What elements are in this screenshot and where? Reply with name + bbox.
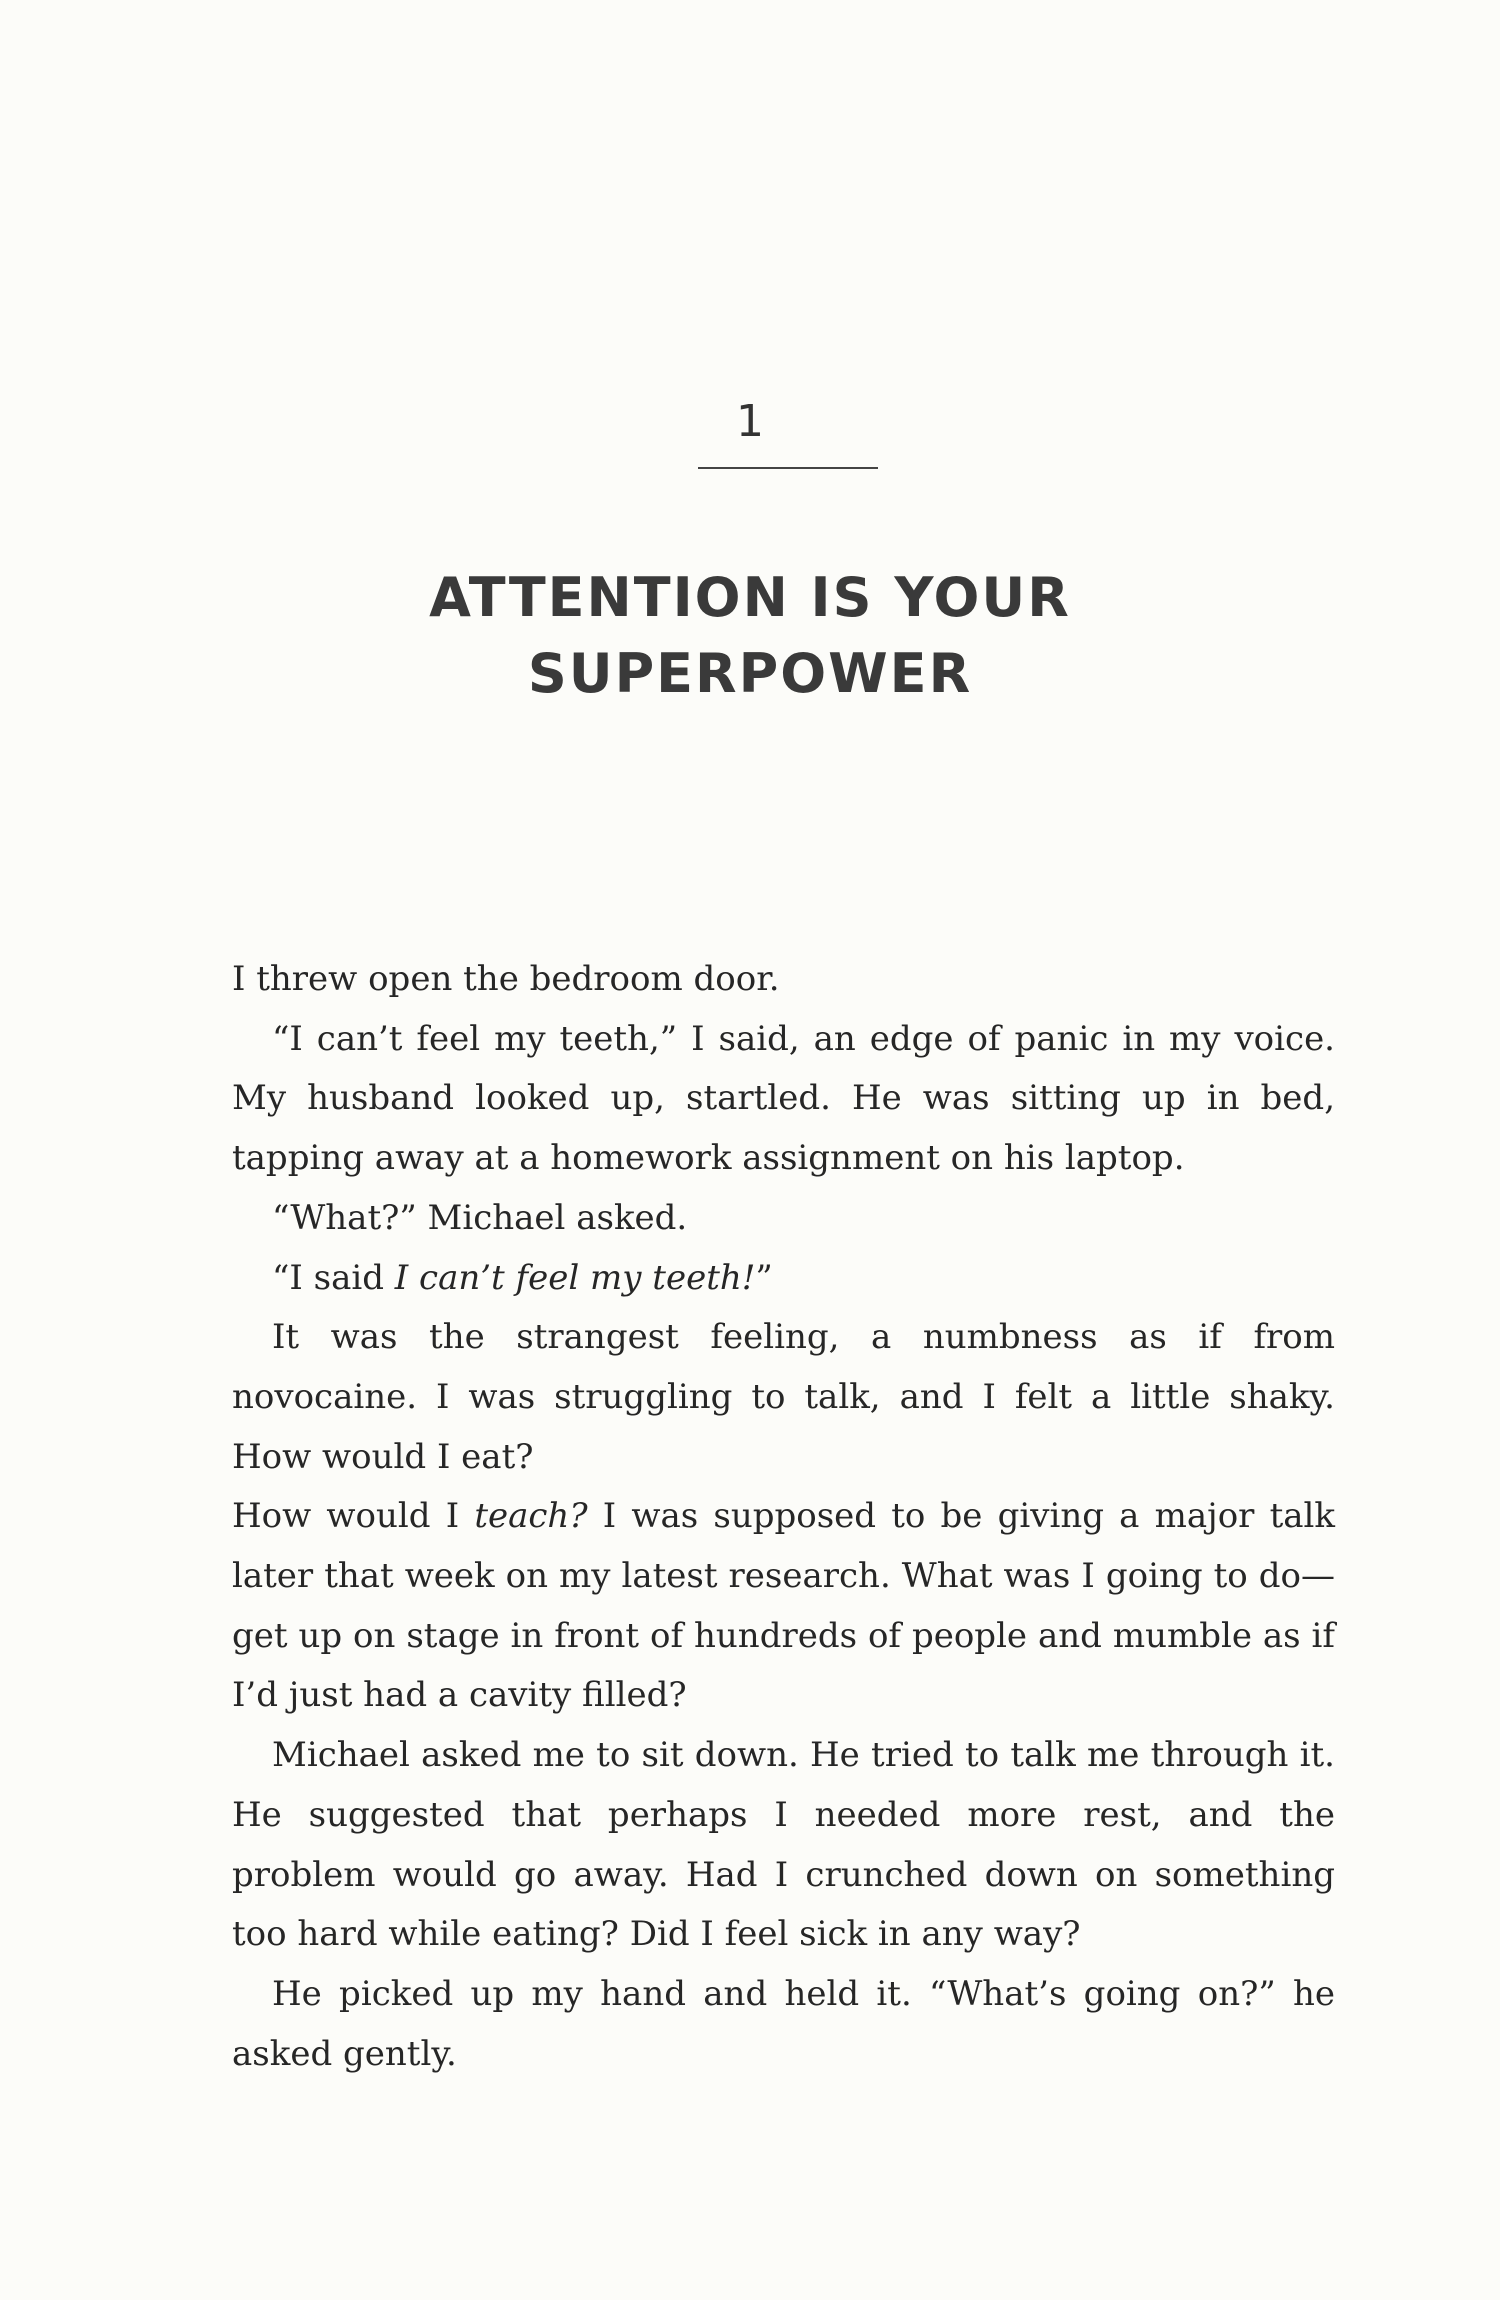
chapter-title-line-2: SUPERPOWER xyxy=(527,642,973,705)
paragraph xyxy=(232,1249,1335,1309)
paragraph: It was the strangest feeling, a numbness as if from novocaine. I was struggling to talk, and I felt a little shaky. How would I eat? xyxy=(232,1317,1335,1477)
chapter-divider xyxy=(698,467,878,469)
paragraph: Michael asked me to sit down. He tried to talk me through it. He suggested that perhaps I needed more rest, and the problem would go away. Had I crunched down on something too hard while eating? Did I feel sick in any way? xyxy=(232,1735,1335,1955)
paragraph-text: How would I xyxy=(232,1496,475,1537)
paragraph-text: I was supposed to be giving a major talk later that week on my latest research. What was I going to do—get up on stage in front of hundreds of people and mumble as if I’d just had a cavity filled? xyxy=(232,1496,1336,1716)
paragraph-italic: I can’t feel my teeth! xyxy=(394,1257,756,1298)
paragraph: “What?” Michael asked. xyxy=(272,1197,688,1238)
paragraph xyxy=(232,1487,1335,1726)
paragraph: “I can’t feel my teeth,” I said, an edge of panic in my voice. My husband looked up, startled. He was sitting up in bed, tapping away at a homework assignment on his laptop. xyxy=(232,1018,1335,1179)
chapter-number: 1 xyxy=(736,396,764,447)
paragraph-text: ” xyxy=(755,1257,773,1298)
paragraph: He picked up my hand and held it. “What’s going on?” he asked gently. xyxy=(232,1973,1335,2074)
paragraph-text: “I said xyxy=(272,1257,395,1298)
paragraph-italic: teach? xyxy=(474,1496,588,1537)
chapter-title xyxy=(0,560,1500,712)
chapter-body xyxy=(232,950,1335,2084)
paragraph: I threw open the bedroom door. xyxy=(232,959,780,999)
chapter-title-line-1: ATTENTION IS YOUR xyxy=(429,566,1071,629)
